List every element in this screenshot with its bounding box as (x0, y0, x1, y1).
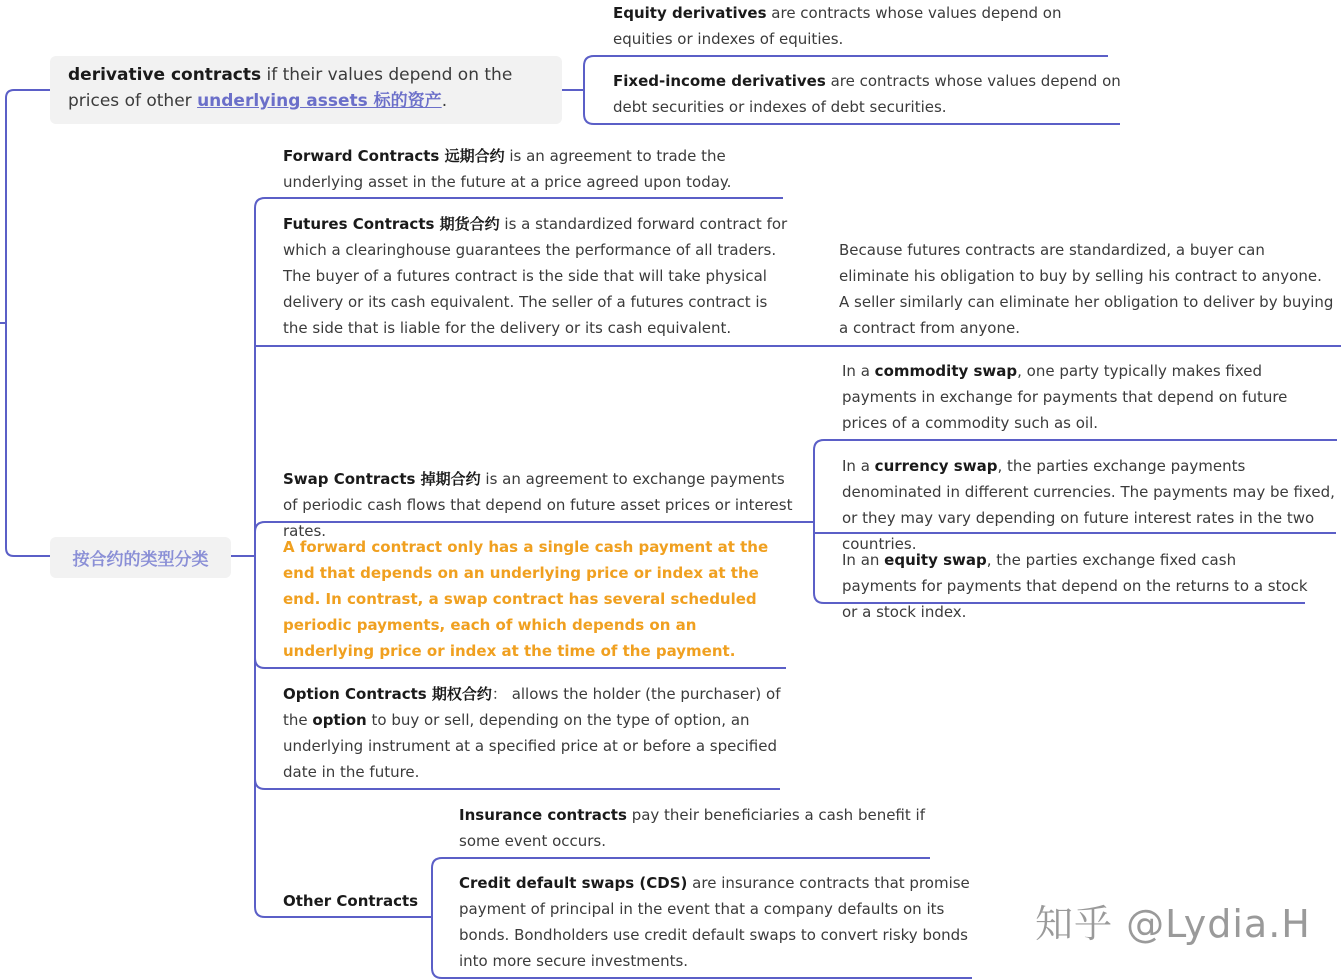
commodity-swap-title: commodity swap (874, 362, 1018, 380)
equity-swap-pre: In an (842, 551, 885, 569)
equity-swap-node (842, 547, 1312, 625)
swap-text: is an agreement to exchange payments of periodic cash flows that depend on future asset prices or interest rates. (283, 470, 793, 540)
equity-swap-text: , the parties exchange fixed cash payments for payments that depend on the returns to a stock or a stock index. (842, 551, 1308, 621)
root-text: if their values depend on the prices of other (68, 65, 513, 111)
root-node (50, 56, 562, 124)
currency-swap-text: , the parties exchange payments denominated in different currencies. The payments may be fixed, or they may vary depending on future interest rates in the two countries. (842, 457, 1335, 553)
forward-vs-swap-note: A forward contract only has a single cash payment at the end that depends on an underlying price or index at the end. In contrast, a swap contract has several scheduled periodic payments, each of which depends on an underlying price or index at the time of the payment. (283, 538, 769, 660)
option-text1: allows the holder (the purchaser) of the (283, 685, 781, 729)
equity-swap-title: equity swap (884, 551, 987, 569)
option-contracts-node (283, 681, 783, 785)
fixed-income-text: are contracts whose values depend on debt securities or indexes of debt securities. (613, 72, 1121, 116)
commodity-swap-pre: In a (842, 362, 875, 380)
root-end: . (441, 91, 448, 111)
cds-title: Credit default swaps (CDS) (459, 874, 688, 892)
currency-swap-pre: In a (842, 457, 875, 475)
swap-contracts-node (283, 466, 793, 544)
equity-derivatives-text: are contracts whose values depend on equities or indexes of equities. (613, 4, 1062, 48)
cds-node (459, 870, 974, 974)
forward-title: Forward Contracts 远期合约 (283, 147, 505, 165)
option-bold2: option (312, 711, 367, 729)
equity-derivatives-node (613, 0, 1113, 52)
equity-derivatives-title: Equity derivatives (613, 4, 767, 22)
futures-contracts-node (283, 211, 788, 341)
insurance-title: Insurance contracts (459, 806, 627, 824)
insurance-contracts-node (459, 802, 934, 854)
commodity-swap-node (842, 358, 1337, 436)
futures-title: Futures Contracts 期货合约 (283, 215, 500, 233)
underlying-assets-link[interactable]: underlying assets 标的资产 (197, 91, 442, 111)
other-contracts-label: Other Contracts (283, 892, 419, 910)
insurance-text: pay their beneficiaries a cash benefit if some event occurs. (459, 806, 925, 850)
currency-swap-node (842, 453, 1337, 557)
watermark: 知乎 @Lydia.H (1035, 902, 1311, 946)
option-text2: to buy or sell, depending on the type of option, an underlying instrument at a specified price at or before a specified date in the future. (283, 711, 777, 781)
other-contracts-node (283, 888, 433, 914)
swap-title: Swap Contracts 掉期合约 (283, 470, 481, 488)
cds-text: are insurance contracts that promise payment of principal in the event that a company defaults on its bonds. Bondholders use credit default swaps to convert risky bonds into more secure investments. (459, 874, 970, 970)
option-colon: ： (491, 685, 507, 703)
commodity-swap-text: , one party typically makes fixed payments in exchange for payments that depend on future prices of a commodity such as oil. (842, 362, 1288, 432)
fixed-income-title: Fixed-income derivatives (613, 72, 826, 90)
forward-text: is an agreement to trade the underlying asset in the future at a price agreed upon today. (283, 147, 732, 191)
option-title: Option Contracts 期权合约 (283, 685, 492, 703)
category-node: 按合约的类型分类 (50, 537, 231, 578)
futures-note-node: Because futures contracts are standardized, a buyer can eliminate his obligation to buy by selling his contract to anyone. A seller similarly can eliminate her obligation to deliver by buying a contract from anyone. (839, 241, 1334, 337)
forward-contracts-node (283, 143, 783, 195)
fixed-income-derivatives-node (613, 68, 1123, 120)
root-bold: derivative contracts (68, 65, 262, 85)
currency-swap-title: currency swap (874, 457, 998, 475)
futures-text: is a standardized forward contract for which a clearinghouse guarantees the performance of all traders. The buyer of a futures contract is the side that will take physical delivery or its cash equivalent. The seller of a futures contract is the side that is liable for the delivery or its cash equivalent. (283, 215, 788, 337)
